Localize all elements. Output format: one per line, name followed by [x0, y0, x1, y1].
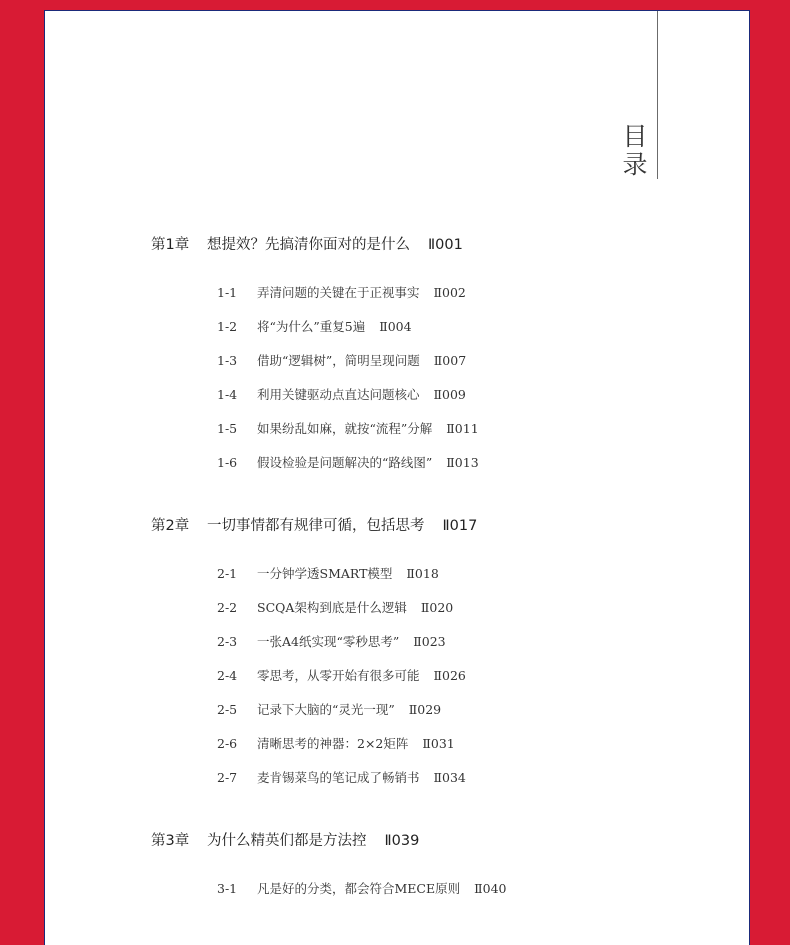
- section-entry[interactable]: [217, 734, 455, 752]
- toc-title-char: 录: [622, 150, 648, 179]
- section-title: 一分钟学透SMART模型: [257, 566, 393, 581]
- section-number: 1-6: [217, 455, 238, 470]
- section-page: Ⅱ011: [446, 421, 479, 436]
- section-page: Ⅱ009: [433, 387, 466, 402]
- section-page: Ⅱ040: [474, 881, 507, 896]
- section-number: 2-7: [217, 770, 238, 785]
- section-page: Ⅱ026: [433, 668, 466, 683]
- section-page: Ⅱ029: [408, 702, 442, 717]
- section-title: 一张A4纸实现“零秒思考”: [257, 634, 400, 649]
- section-title: 记录下大脑的“灵光一现”: [257, 702, 395, 717]
- section-page: Ⅱ002: [433, 285, 466, 300]
- section-entry[interactable]: [217, 598, 453, 616]
- section-number: 1-4: [217, 387, 238, 402]
- section-entry[interactable]: [217, 419, 479, 437]
- section-number: 1-5: [217, 421, 238, 436]
- section-number: 1-2: [217, 319, 238, 334]
- section-entry[interactable]: [217, 385, 466, 403]
- section-page: Ⅱ007: [433, 353, 467, 368]
- section-entry[interactable]: [217, 317, 412, 335]
- section-title: 清晰思考的神器：2×2矩阵: [257, 736, 409, 751]
- section-number: 2-2: [217, 600, 238, 615]
- chapter-page: Ⅱ001: [428, 237, 463, 253]
- chapter-title: 一切事情都有规律可循，包括思考: [207, 518, 425, 534]
- chapter-heading[interactable]: [151, 233, 463, 254]
- section-entry[interactable]: [217, 666, 466, 684]
- section-entry[interactable]: [217, 768, 466, 786]
- section-page: Ⅱ018: [406, 566, 439, 581]
- section-entry[interactable]: [217, 351, 466, 369]
- section-entry[interactable]: [217, 879, 506, 897]
- title-divider-line: [657, 11, 658, 179]
- section-title: 凡是好的分类，都会符合MECE原则: [257, 881, 461, 896]
- chapter-title: 为什么精英们都是方法控: [207, 833, 367, 849]
- section-title: 借助“逻辑树”，简明呈现问题: [257, 353, 420, 368]
- chapter-title: 想提效？先搞清你面对的是什么: [207, 237, 410, 253]
- section-number: 2-4: [217, 668, 238, 683]
- section-number: 2-6: [217, 736, 238, 751]
- section-page: Ⅱ004: [379, 319, 412, 334]
- section-title: 将“为什么”重复5遍: [257, 319, 366, 334]
- section-entry[interactable]: [217, 283, 466, 301]
- section-entry[interactable]: [217, 453, 479, 471]
- section-number: 1-1: [217, 285, 238, 300]
- chapter-page: Ⅱ017: [442, 518, 478, 534]
- book-page: [44, 10, 750, 945]
- section-number: 2-5: [217, 702, 238, 717]
- chapter-page: Ⅱ039: [384, 833, 420, 849]
- section-entry[interactable]: [217, 564, 439, 582]
- section-title: 弄清问题的关键在于正视事实: [257, 285, 420, 300]
- section-title: 利用关键驱动点直达问题核心: [257, 387, 420, 402]
- section-title: 假设检验是问题解决的“路线图”: [257, 455, 433, 470]
- section-entry[interactable]: [217, 632, 446, 650]
- section-number: 1-3: [217, 353, 238, 368]
- section-title: SCQA架构到底是什么逻辑: [257, 600, 407, 615]
- section-title: 麦肯锡菜鸟的笔记成了畅销书: [257, 770, 420, 785]
- toc-title-char: 目: [622, 122, 648, 151]
- chapter-number: 第3章: [151, 833, 190, 849]
- section-page: Ⅱ020: [420, 600, 454, 615]
- section-entry[interactable]: [217, 700, 441, 718]
- section-page: Ⅱ013: [446, 455, 479, 470]
- section-page: Ⅱ034: [433, 770, 466, 785]
- section-number: 2-1: [217, 566, 238, 581]
- chapter-heading[interactable]: [151, 829, 419, 850]
- section-page: Ⅱ031: [422, 736, 455, 751]
- chapter-number: 第2章: [151, 518, 190, 534]
- section-page: Ⅱ023: [413, 634, 446, 649]
- section-number: 2-3: [217, 634, 238, 649]
- chapter-heading[interactable]: [151, 514, 477, 535]
- toc-title: [619, 123, 651, 179]
- section-title: 零思考，从零开始有很多可能: [257, 668, 420, 683]
- section-title: 如果纷乱如麻，就按“流程”分解: [257, 421, 433, 436]
- chapter-number: 第1章: [151, 237, 190, 253]
- section-number: 3-1: [217, 881, 238, 896]
